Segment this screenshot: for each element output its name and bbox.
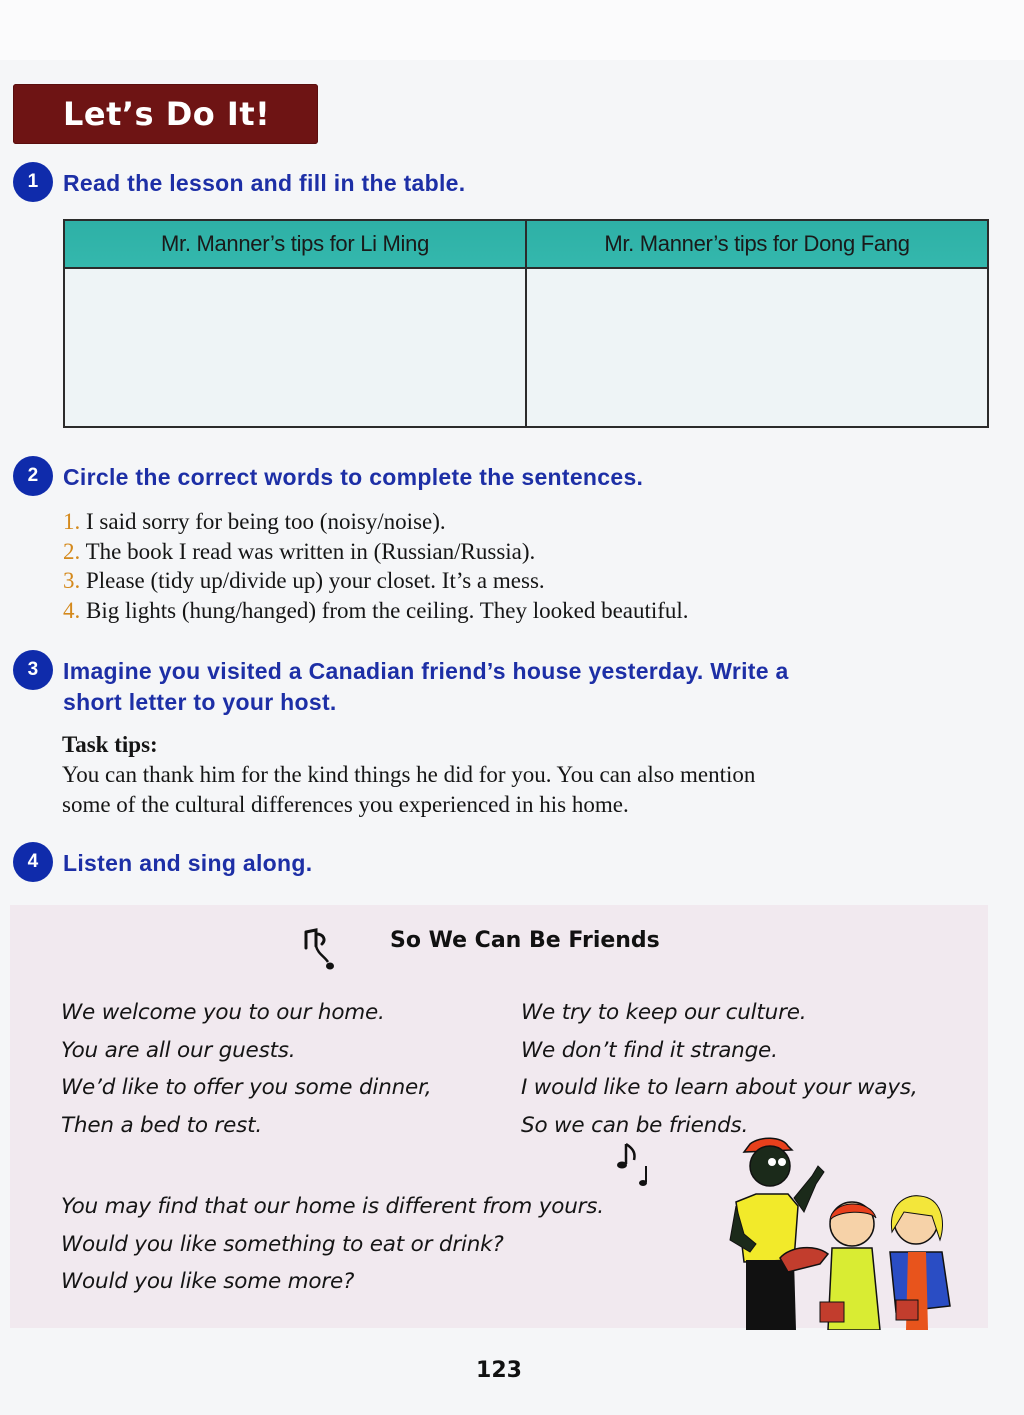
exercise-2-instruction: Circle the correct words to complete the sentences. — [63, 464, 644, 490]
exercise-number-badge: 2 — [13, 456, 53, 496]
exercise-number-badge: 1 — [13, 162, 53, 202]
item-text: I said sorry for being too (noisy/noise). — [86, 509, 446, 534]
verse-left — [61, 994, 431, 1144]
item-text: Big lights (hung/hanged) from the ceiling. They looked beautiful. — [86, 597, 689, 623]
section-banner: Let’s Do It! — [13, 84, 318, 144]
exercise-number-badge: 4 — [13, 842, 53, 882]
exercise-3-instruction-line-2: short letter to your host. — [63, 689, 337, 715]
task-tips-line-1: You can thank him for the kind things he did for you. You can also mention — [62, 762, 756, 787]
exercise-4-heading — [13, 848, 312, 882]
song-title: So We Can Be Friends — [390, 928, 660, 953]
lyric-line: You may find that our home is different from yours. — [61, 1194, 604, 1219]
lyric-line: Would you like something to eat or drink? — [61, 1231, 504, 1257]
verse-bottom — [61, 1188, 604, 1301]
children-sharing-drinks-illustration — [720, 1136, 960, 1330]
lyric-line: So we can be friends. — [521, 1112, 749, 1138]
item-number: 3. — [63, 568, 81, 593]
music-notes-icon — [612, 1138, 656, 1188]
lyric-line: You are all our guests. — [61, 1037, 296, 1063]
music-note-icon — [302, 926, 336, 972]
item-number: 2. — [63, 538, 81, 564]
answer-cell-li-ming[interactable] — [64, 268, 526, 427]
item-number: 1. — [63, 509, 81, 534]
list-item — [63, 596, 689, 626]
task-tips — [62, 730, 962, 819]
answer-cell-dong-fang[interactable] — [526, 268, 988, 427]
lyric-line: Then a bed to rest. — [61, 1112, 262, 1138]
exercise-3-instruction-line-1: Imagine you visited a Canadian friend’s house yesterday. Write a — [63, 658, 789, 684]
lyric-line: We’d like to offer you some dinner, — [61, 1075, 432, 1100]
tips-table — [63, 219, 989, 428]
exercise-number-badge: 3 — [13, 650, 53, 690]
exercise-4-instruction: Listen and sing along. — [63, 850, 313, 876]
lyric-line: I would like to learn about your ways, — [521, 1075, 918, 1100]
list-item — [63, 566, 689, 596]
item-text: Please (tidy up/divide up) your closet. It’s a mess. — [86, 568, 545, 593]
page-number: 123 — [476, 1358, 522, 1383]
exercise-1-heading — [13, 168, 465, 202]
task-tips-title: Task tips: — [62, 732, 158, 757]
table-header-row — [64, 220, 988, 268]
exercise-3-heading — [13, 656, 789, 718]
list-item — [63, 537, 689, 567]
exercise-2-heading — [13, 462, 643, 496]
table-row — [64, 268, 988, 427]
verse-right — [521, 994, 918, 1144]
item-text: The book I read was written in (Russian/Russia). — [85, 538, 536, 564]
sentence-list — [63, 507, 689, 625]
lyric-line: We try to keep our culture. — [521, 1000, 807, 1025]
list-item — [63, 507, 689, 537]
lyric-line: We don’t find it strange. — [521, 1037, 778, 1063]
lyric-line: We welcome you to our home. — [61, 1000, 385, 1025]
table-header-dong-fang: Mr. Manner’s tips for Dong Fang — [526, 220, 988, 268]
lyric-line: Would you like some more? — [61, 1269, 355, 1294]
page-top-margin — [0, 0, 1024, 60]
task-tips-line-2: some of the cultural differences you experienced in his home. — [62, 791, 629, 817]
table-header-li-ming: Mr. Manner’s tips for Li Ming — [64, 220, 526, 268]
item-number: 4. — [63, 597, 81, 623]
exercise-1-instruction: Read the lesson and fill in the table. — [63, 170, 466, 196]
